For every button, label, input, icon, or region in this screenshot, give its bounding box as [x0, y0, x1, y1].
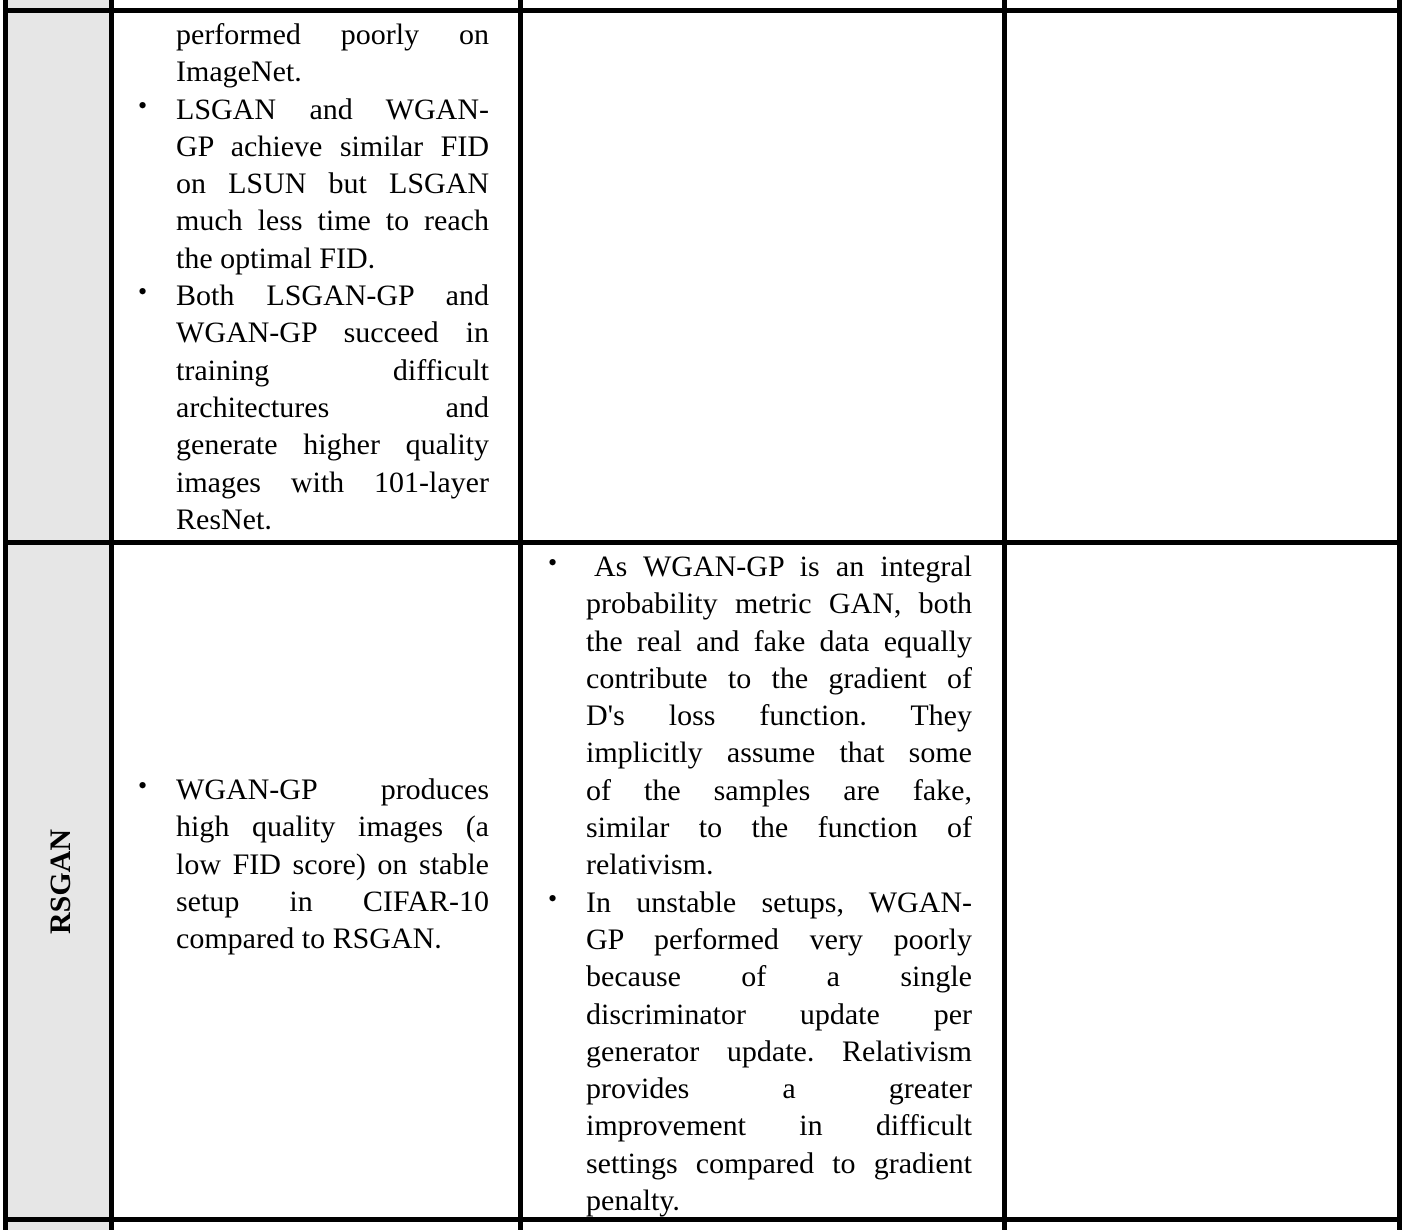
row1-continued-line-2: ImageNet. [176, 55, 302, 89]
row1-observations-cell [138, 16, 489, 538]
grid-line-row-divider [3, 540, 1402, 545]
grid-line-left [3, 0, 8, 1230]
list-item: • In unstable setups, WGAN- GP performed very poorly because of a single discriminator update per generator update. Relativism provides a greater improvement in difficult settings compared to gradient penalty. [548, 883, 972, 1218]
grid-line-col1 [109, 0, 114, 1230]
bullet-icon: • [138, 277, 148, 307]
bullet-icon: • [548, 548, 558, 577]
bullet-icon: • [138, 90, 148, 120]
grid-line-top [3, 8, 1402, 13]
bullet-icon: • [138, 771, 148, 800]
row1-bullet-list [138, 90, 489, 539]
list-item: • LSGAN and WGAN- GP achieve similar FID on LSUN but LSGAN much less time to reach the optimal FID. [138, 90, 489, 275]
list-item: • Both LSGAN-GP and WGAN-GP succeed in training difficult architectures and generate higher quality images with 101-layer ResNet. [138, 277, 489, 536]
grid-line-col2 [518, 0, 523, 1230]
row2-analysis-cell [548, 548, 972, 1219]
list-item: • WGAN-GP produces high quality images (a low FID score) on stable setup in CIFAR-10 compared to RSGAN. [138, 771, 489, 956]
list-item: • As WGAN-GP is an integral probability metric GAN, both the real and fake data equally contribute to the gradient of D's loss function. They implicitly assume that some of the samples are fake, similar to the function of relativism. [548, 548, 972, 882]
row2-col3-bullet-list [548, 548, 972, 1219]
row-label-rsgan: RSGAN [44, 828, 77, 934]
row1-continued-line-1: performed poorly on [176, 18, 489, 51]
row2-col2-bullet-list [138, 771, 489, 957]
bullet-icon: • [548, 883, 558, 913]
grid-line-right [1397, 0, 1402, 1230]
row2-observations-cell [138, 771, 489, 957]
label-column-shade [7, 0, 111, 1230]
grid-line-col3 [1002, 0, 1007, 1230]
